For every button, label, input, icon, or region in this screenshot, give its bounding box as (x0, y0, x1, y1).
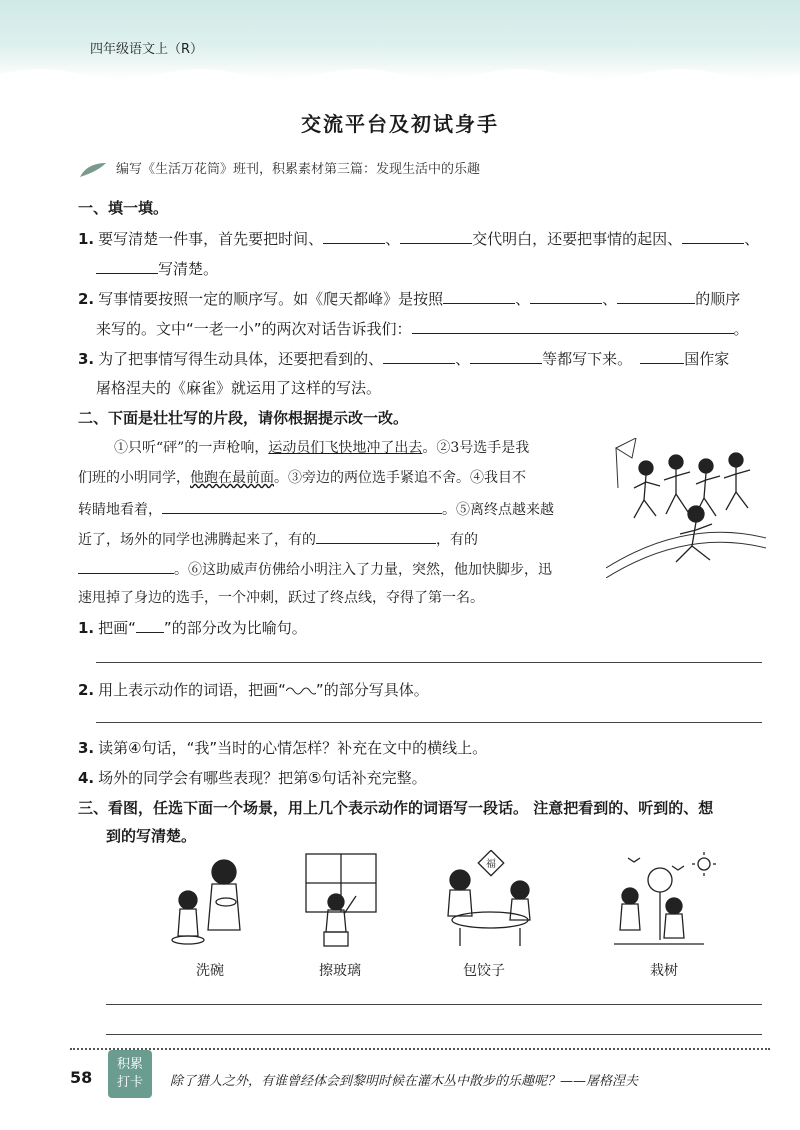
q-text: 写事情要按照一定的顺序写。如《爬天都峰》是按照 (98, 290, 444, 308)
badge-line: 打卡 (116, 1075, 143, 1090)
answer-blank[interactable] (617, 288, 695, 304)
q-text: 等都写下来。 (542, 350, 633, 368)
footer-divider (70, 1048, 770, 1050)
passage-line (78, 588, 484, 608)
cleaning-window-scene (296, 850, 386, 950)
wavy-line-icon (286, 683, 316, 695)
answer-blank[interactable] (470, 348, 542, 364)
answer-blank[interactable] (640, 348, 684, 364)
q-text: 来写的。文中“一老一小”的两次对话告诉我们： (96, 320, 412, 338)
s2-q2 (78, 680, 429, 700)
q-number: 4. (78, 769, 95, 787)
passage-line (78, 558, 552, 580)
banner-text: 编写《生活万花筒》班刊，积累素材第三篇：发现生活中的乐趣 (116, 162, 481, 177)
q-number: 2. (78, 290, 95, 308)
answer-blank[interactable] (412, 318, 734, 334)
s2-q3 (78, 738, 487, 758)
q-text: 交代明白，还要把事情的起因、 (472, 230, 683, 248)
q-number: 1. (78, 619, 95, 637)
passage-line (78, 468, 526, 488)
passage-line (78, 498, 554, 520)
wavy-phrase: 他跑在最前面 (190, 470, 274, 486)
answer-blank[interactable] (323, 228, 385, 244)
footer-badge (108, 1050, 152, 1098)
answer-blank[interactable] (530, 288, 602, 304)
underline-sample (136, 621, 164, 633)
passage-text: ①只听“砰”的一声枪响， (114, 440, 269, 456)
q-text: 场外的同学会有哪些表现？把第⑤句话补充完整。 (98, 769, 427, 787)
q-text: ”的部分写具体。 (315, 681, 429, 699)
answer-blank[interactable] (682, 228, 744, 244)
q-number: 3. (78, 739, 95, 757)
scene-caption: 包饺子 (463, 963, 505, 979)
answer-blank[interactable] (78, 558, 174, 574)
scene-caption: 洗碗 (196, 963, 224, 979)
q-text: 国作家 (684, 350, 730, 368)
q-text: 写清楚。 (158, 260, 219, 278)
answer-blank[interactable] (400, 228, 472, 244)
answer-blank[interactable] (162, 498, 442, 514)
sep: 。 (733, 320, 749, 338)
sep: 、 (744, 230, 760, 248)
answer-line[interactable] (96, 722, 762, 723)
answer-blank[interactable] (443, 288, 515, 304)
badge-line: 积累 (116, 1057, 143, 1072)
q-number: 3. (78, 350, 95, 368)
s2-q4 (78, 768, 427, 788)
passage-text: 近了，场外的同学也沸腾起来了，有的 (78, 532, 316, 548)
answer-blank[interactable] (96, 258, 158, 274)
s1-q3-line1 (78, 348, 729, 369)
answer-line[interactable] (106, 1034, 762, 1035)
sep: 、 (515, 290, 531, 308)
s1-q2-line2 (96, 318, 749, 339)
passage-line (78, 528, 478, 550)
s1-q2-line1 (78, 288, 740, 309)
section1-heading: 一、填一填。 (78, 199, 169, 217)
page-number: 58 (70, 1068, 93, 1087)
fu-char: 福 (486, 859, 496, 870)
passage-text: 。⑥这助威声仿佛给小明注入了力量，突然，他加快脚步，迅 (174, 562, 552, 578)
wave-decoration (0, 64, 800, 86)
washing-dishes-scene (160, 850, 260, 950)
passage-text: 。③旁边的两位选手紧追不舍。④我目不 (274, 470, 526, 486)
page-title: 交流平台及初试身手 (301, 112, 499, 136)
grade-label: 四年级语文上（R） (90, 42, 204, 57)
sep: 、 (385, 230, 401, 248)
making-dumplings-scene (430, 850, 550, 950)
q-text: 屠格涅夫的《麻雀》就运用了这样的写法。 (96, 379, 382, 397)
underlined-phrase: 运动员们飞快地冲了出去 (268, 440, 423, 456)
s1-q1-line1 (78, 228, 759, 249)
scene-caption: 擦玻璃 (319, 963, 361, 979)
race-illustration (606, 438, 766, 578)
section2-heading: 二、下面是壮壮写的片段，请你根据提示改一改。 (78, 409, 409, 427)
passage-text: 。②3号选手是我 (422, 440, 530, 456)
passage-line (114, 438, 529, 458)
q-number: 1. (78, 230, 95, 248)
q-text: ”的部分改为比喻句。 (163, 619, 307, 637)
passage-text: 们班的小明同学， (78, 470, 190, 486)
answer-blank[interactable] (383, 348, 455, 364)
s1-q1-line2 (96, 258, 218, 279)
answer-line[interactable] (96, 662, 762, 663)
s1-q3-line2 (96, 378, 381, 398)
answer-blank[interactable] (316, 528, 436, 544)
q-text: 的顺序 (695, 290, 741, 308)
footer-quote: 除了猎人之外，有谁曾经体会到黎明时候在灌木丛中散步的乐趣呢？——屠格涅夫 (170, 1074, 639, 1089)
section3-heading: 三、看图，任选下面一个场景，用上几个表示动作的词语写一段话。 注意把看到的、听到的、想 (78, 799, 714, 817)
q-text: 用上表示动作的词语，把画“ (98, 681, 286, 699)
feather-icon (78, 161, 108, 179)
s2-q1 (78, 618, 307, 638)
q-text: 把画“ (98, 619, 136, 637)
passage-text: ，有的 (436, 532, 478, 548)
q-text: 读第④句话，“我”当时的心情怎样？补充在文中的横线上。 (98, 739, 488, 757)
scene-caption: 栽树 (650, 963, 678, 979)
sep: 、 (455, 350, 471, 368)
topic-banner (78, 158, 480, 179)
passage-text: 。⑤离终点越来越 (442, 502, 554, 518)
sep: 、 (602, 290, 618, 308)
answer-line[interactable] (106, 1004, 762, 1005)
q-number: 2. (78, 681, 95, 699)
planting-tree-scene (604, 850, 724, 950)
section3-heading-cont: 到的写清楚。 (106, 827, 197, 845)
passage-text: 转睛地看着， (78, 502, 162, 518)
q-text: 要写清楚一件事，首先要把时间、 (98, 230, 324, 248)
passage-text: 速甩掉了身边的选手，一个冲刺，跃过了终点线，夺得了第一名。 (78, 590, 484, 606)
q-text: 为了把事情写得生动具体，还要把看到的、 (98, 350, 384, 368)
